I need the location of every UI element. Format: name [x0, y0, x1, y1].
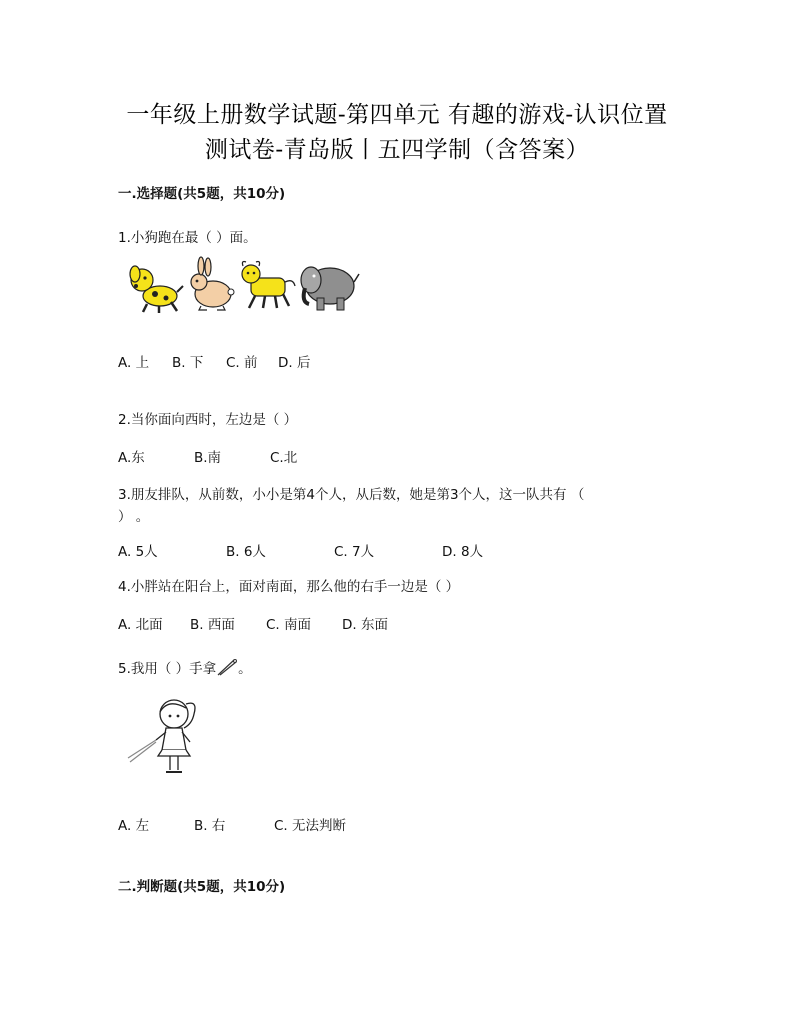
q1-option-b[interactable]: B. 下 [172, 355, 204, 371]
dog-icon [130, 266, 183, 313]
question-5-text-after: 。 [238, 661, 252, 677]
question-5-text [118, 657, 252, 677]
q1-option-c[interactable]: C. 前 [226, 355, 258, 371]
question-1-text: 1.小狗跑在最（ ）面。 [118, 230, 257, 246]
q3-option-c[interactable]: C. 7人 [334, 544, 375, 560]
question-2-text: 2.当你面向西时，左边是（ ） [118, 412, 298, 428]
q5-option-a[interactable]: A. 左 [118, 818, 150, 834]
elephant-icon [301, 267, 359, 310]
animals-row [125, 256, 365, 316]
girl-icon [124, 694, 206, 778]
question-4-text: 4.小胖站在阳台上，面对南面，那么他的右手一边是（ ） [118, 579, 460, 595]
q1-option-d[interactable]: D. 后 [278, 355, 311, 371]
q3-option-b[interactable]: B. 6人 [226, 544, 266, 560]
section-heading-2: 二.判断题(共5题，共10分) [118, 879, 286, 895]
q3-option-d[interactable]: D. 8人 [442, 544, 484, 560]
q5-option-b[interactable]: B. 右 [194, 818, 226, 834]
rabbit-icon [191, 257, 234, 310]
section-heading-1: 一.选择题(共5题，共10分) [118, 186, 286, 202]
question-5-text-before: 5.我用（ ）手拿 [118, 661, 217, 677]
q4-option-b[interactable]: B. 西面 [190, 617, 235, 633]
q4-option-c[interactable]: C. 南面 [266, 617, 312, 633]
q5-option-c[interactable]: C. 无法判断 [274, 818, 347, 834]
doc-title-line1: 一年级上册数学试题-第四单元 有趣的游戏-认识位置 [126, 102, 668, 128]
q2-option-b[interactable]: B.南 [194, 450, 222, 466]
ox-icon [242, 262, 295, 309]
tweezers-icon [216, 658, 238, 676]
doc-title-line2: 测试卷-青岛版丨五四学制（含答案） [204, 137, 590, 163]
q4-option-a[interactable]: A. 北面 [118, 617, 163, 633]
q2-option-a[interactable]: A.东 [118, 450, 145, 466]
q2-option-c[interactable]: C.北 [270, 450, 298, 466]
q4-option-d[interactable]: D. 东面 [342, 617, 388, 633]
q1-option-a[interactable]: A. 上 [118, 355, 150, 371]
question-3-text-line2: ） 。 [118, 509, 150, 525]
question-3-text-line1: 3.朋友排队，从前数，小小是第4个人，从后数，她是第3个人，这一队共有 （ [118, 487, 585, 503]
q3-option-a[interactable]: A. 5人 [118, 544, 158, 560]
